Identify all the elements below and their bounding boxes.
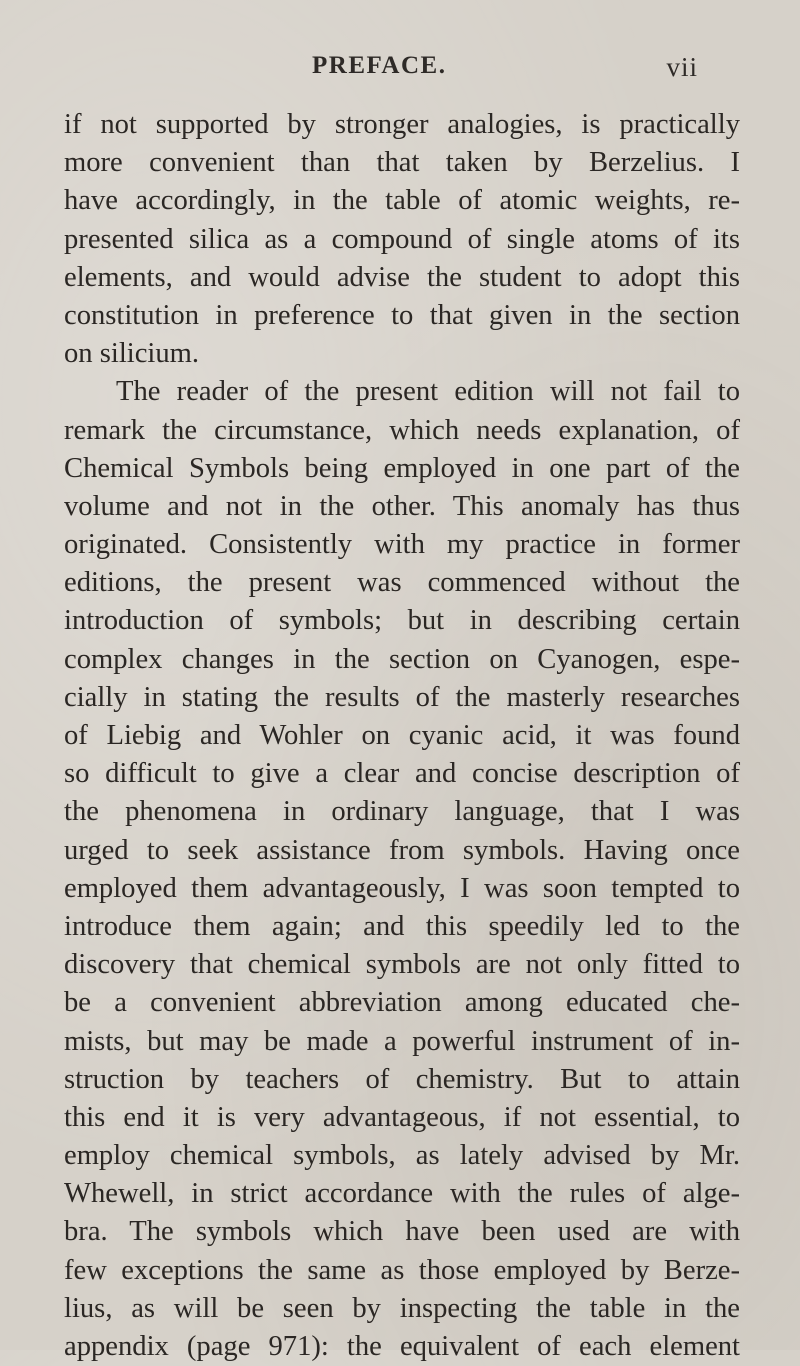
text-line: complex changes in the section on Cyanogen, espe- — [64, 643, 740, 675]
text-line: elements, and would advise the student to adopt this — [64, 261, 740, 293]
text-line: Chemical Symbols being employed in one part of the — [64, 452, 740, 484]
text-line: few exceptions the same as those employed by Berze- — [64, 1254, 740, 1286]
text-line: mists, but may be made a powerful instrument of in- — [64, 1025, 740, 1057]
text-line: introduction of symbols; but in describing certain — [64, 605, 740, 637]
text-line: of Liebig and Wohler on cyanic acid, it was found — [64, 720, 740, 751]
text-line: originated. Consistently with my practice in former — [64, 529, 740, 561]
text-line: presented silica as a compound of single atoms of its — [64, 223, 740, 255]
text-line: be a convenient abbreviation among educated che- — [64, 987, 740, 1019]
text-line: lius, as will be seen by inspecting the table in the — [64, 1292, 740, 1324]
text-line: if not supported by stronger analogies, is practically — [64, 109, 740, 140]
text-line: struction by teachers of chemistry. But to attain — [64, 1063, 740, 1095]
paragraph-2 — [64, 373, 740, 1366]
text-line: urged to seek assistance from symbols. Having once — [64, 834, 740, 866]
paragraph-1 — [64, 106, 740, 373]
text-line: volume and not in the other. This anomaly has thus — [64, 490, 740, 522]
text-line: on silicium. — [64, 338, 200, 370]
text-line: The reader of the present edition will not fail to — [116, 376, 740, 408]
running-title: PREFACE. — [312, 52, 447, 79]
text-line: Whewell, in strict accordance with the rules of alge- — [64, 1178, 740, 1210]
text-line: introduce them again; and this speedily led to the — [64, 910, 740, 942]
text-line: the phenomena in ordinary language, that I was — [64, 796, 740, 828]
text-line: discovery that chemical symbols are not only fitted to — [64, 949, 740, 981]
text-line: editions, the present was commenced without the — [64, 567, 740, 599]
body-text — [64, 106, 740, 1366]
text-line: employ chemical symbols, as lately advised by Mr. — [64, 1140, 740, 1172]
text-line: so difficult to give a clear and concise description of — [64, 758, 740, 790]
text-line: have accordingly, in the table of atomic weights, re- — [64, 185, 740, 217]
running-head — [0, 52, 800, 92]
text-line: bra. The symbols which have been used are with — [64, 1216, 740, 1248]
text-line: this end it is very advantageous, if not essential, to — [64, 1101, 740, 1133]
text-line: remark the circumstance, which needs explanation, of — [64, 414, 740, 446]
text-line: constitution in preference to that given in the section — [64, 299, 740, 331]
text-line: more convenient than that taken by Berzelius. I — [64, 147, 740, 179]
text-line: appendix (page 971): the equivalent of each element — [64, 1331, 740, 1362]
text-line: employed them advantageously, I was soon tempted to — [64, 872, 740, 904]
page-number: vii — [666, 52, 698, 82]
text-line: cially in stating the results of the masterly researches — [64, 681, 740, 713]
